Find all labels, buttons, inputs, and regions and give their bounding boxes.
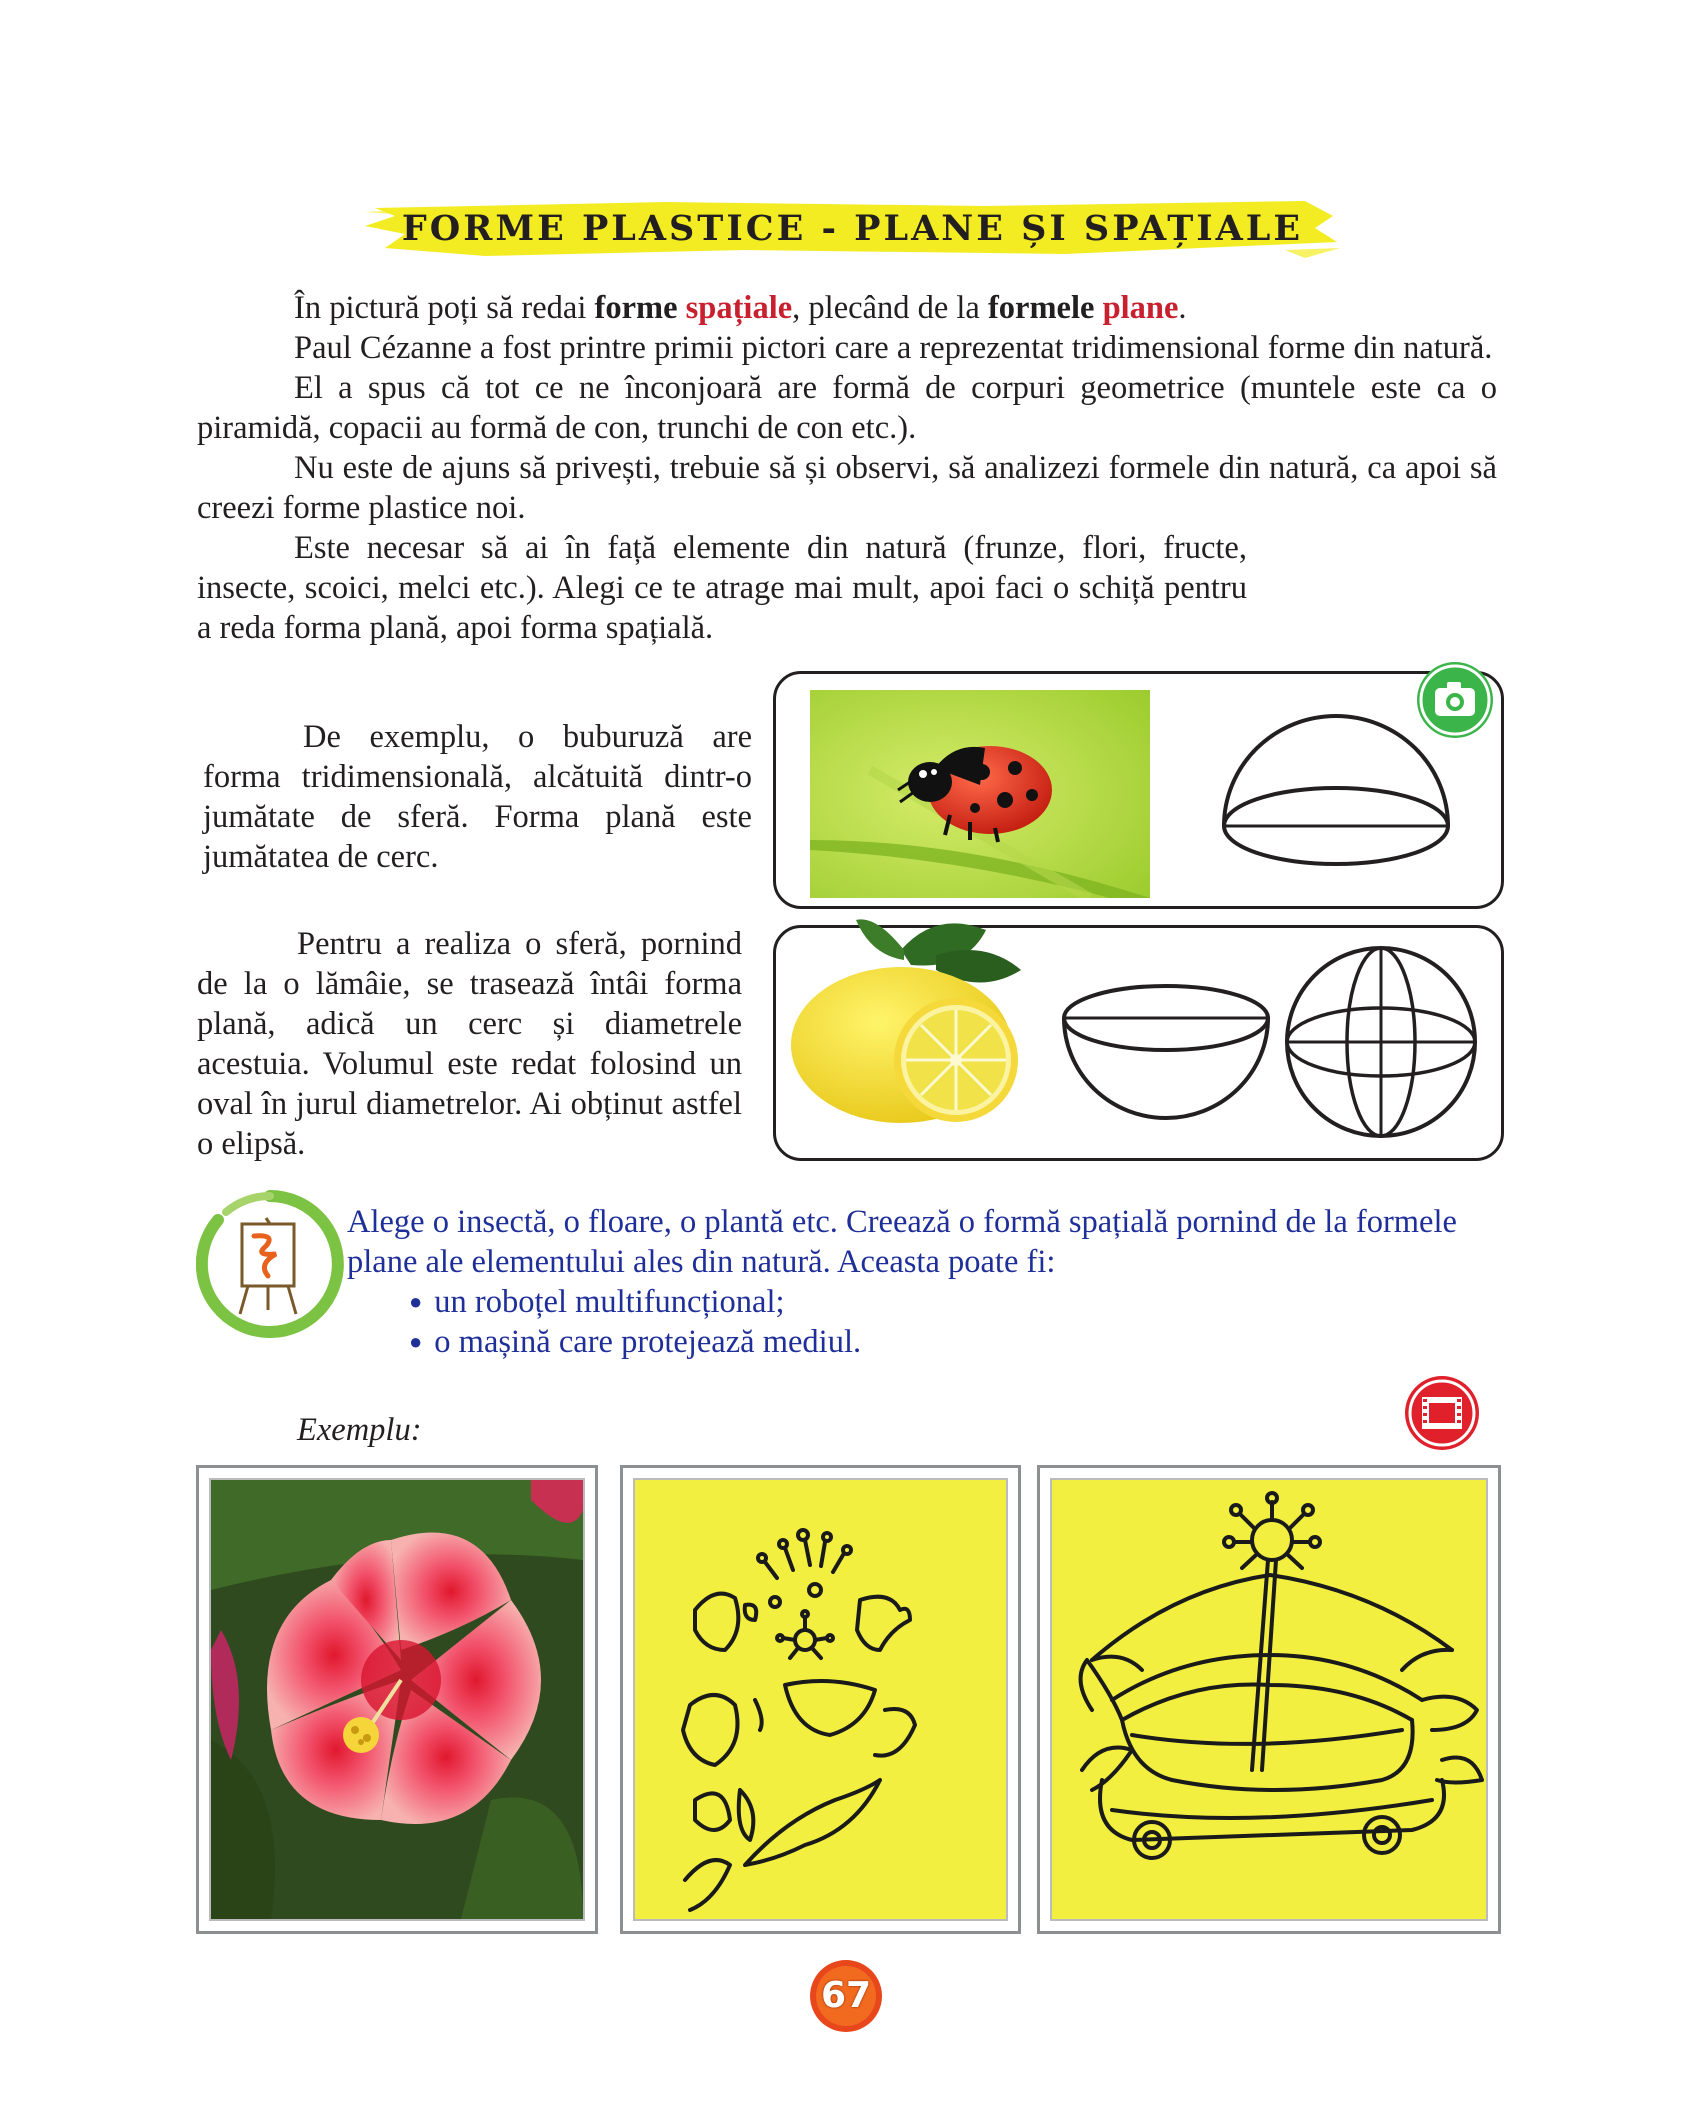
lemon-image <box>786 910 1036 1150</box>
intro-text <box>197 288 1497 648</box>
lemon-figure-box <box>773 925 1504 1161</box>
page-title: FORME PLASTICE - PLANE ȘI SPAȚIALE <box>401 208 1304 249</box>
page-number: 67 <box>820 1975 872 2016</box>
camera-icon[interactable] <box>1413 658 1497 742</box>
intro-paragraph-1: În pictură poți să redai forme spațiale, plecând de la formele plane. <box>294 290 1187 326</box>
page-number-badge <box>808 1958 884 2034</box>
ladybug-image <box>810 690 1150 898</box>
lemon-example-text: Pentru a realiza o sferă, pornind de la o lămâie, se trasează întâi forma plană, adică un cerc și diametrele acestuia. Volumul este redat folosind un oval în jurul diametrelor. Ai obținut astfel o elipsă. <box>197 926 742 1162</box>
ladybug-example-text: De exemplu, o buburuză are forma tridimensională, alcătuită dintr-o jumătate de sferă. Forma plană este jumătatea de cerc. <box>203 719 752 875</box>
task-list <box>347 1282 1499 1362</box>
intro-paragraph-2: Paul Cézanne a fost printre primii pictori care a reprezentat tridimensional forme din natură. <box>294 330 1493 366</box>
list-item: ● o mașină care protejează mediul. <box>409 1322 1499 1362</box>
film-icon[interactable] <box>1402 1373 1482 1453</box>
intro-paragraph-3: El a spus că tot ce ne înconjoară are formă de corpuri geometrice (muntele este ca o piramidă, copacii au formă de con, trunchi de con etc.). <box>197 370 1497 446</box>
hibiscus-image <box>211 1480 583 1919</box>
sphere-drawing <box>1281 942 1481 1142</box>
intro-paragraph-5: Este necesar să ai în față elemente din natură (frunze, flori, fructe, insecte, scoici, melci etc.). Alegi ce te atrage mai mult, apoi faci o schiță pentru a reda forma plană, apoi forma spațială. <box>197 530 1247 646</box>
center-sketch <box>777 1611 833 1658</box>
plane-shapes-sketch-frame <box>620 1465 1021 1934</box>
spatial-vehicle-sketch <box>1052 1480 1486 1919</box>
ladybug-figure-box <box>773 671 1504 909</box>
task-section <box>347 1202 1499 1362</box>
easel-icon <box>196 1190 344 1338</box>
example-label: Exemplu: <box>297 1412 422 1448</box>
hibiscus-photo-frame <box>196 1465 598 1934</box>
half-sphere-bowl-drawing <box>1056 978 1276 1128</box>
stamens-sketch <box>758 1530 851 1607</box>
plane-shapes-sketch <box>635 1480 1006 1919</box>
intro-paragraph-4: Nu este de ajuns să privești, trebuie să și observi, să analizezi formele din natură, ca apoi să creezi forme plastice noi. <box>197 450 1497 526</box>
task-text: Alege o insectă, o floare, o plantă etc. Creează o formă spațială pornind de la formele plane ale elementului ales din natură. Aceasta poate fi: <box>347 1204 1457 1280</box>
list-item: ● un roboțel multifuncțional; <box>409 1282 1499 1322</box>
spatial-vehicle-sketch-frame <box>1037 1465 1501 1934</box>
title-banner <box>365 198 1340 260</box>
